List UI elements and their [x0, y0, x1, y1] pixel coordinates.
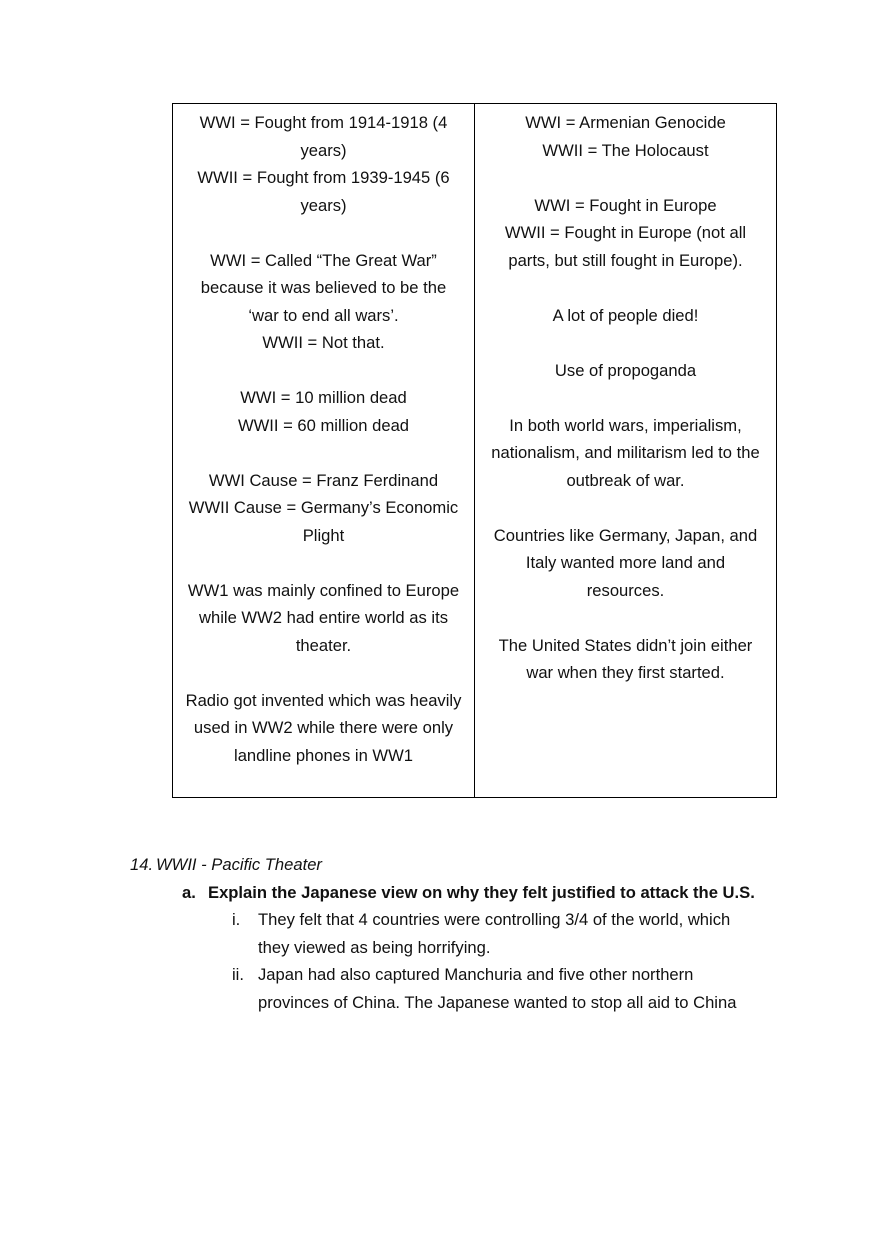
question-text: Explain the Japanese view on why they felt justified to attack the U.S.	[208, 882, 755, 902]
answer-line: provinces of China. The Japanese wanted to stop all aid to China	[258, 992, 737, 1012]
answer-marker: ii.	[232, 965, 244, 984]
table-spacer	[481, 274, 770, 302]
table-line: war when they first started.	[526, 663, 725, 682]
answer-item	[232, 906, 830, 961]
table-spacer	[481, 384, 770, 412]
answer-text	[258, 906, 730, 961]
table-line: WWI = Called “The Great War”	[210, 250, 437, 270]
table-line: years)	[300, 140, 347, 160]
table-spacer	[177, 357, 470, 385]
table-line: The United States didn’t join either	[498, 635, 753, 655]
comparison-table	[172, 103, 777, 798]
table-spacer	[481, 164, 770, 192]
answer-line: They felt that 4 countries were controlling 3/4 of the world, which	[258, 910, 731, 929]
table-line: because it was believed to be the	[200, 278, 447, 297]
table-line: WWI = Fought in Europe	[534, 195, 717, 215]
table-line: Italy wanted more land and	[525, 553, 726, 572]
table-line: WWII = Fought in Europe (not all	[504, 223, 747, 242]
table-column-right	[475, 104, 776, 797]
table-line: WWII Cause = Germany’s Economic	[188, 498, 459, 517]
table-line: nationalism, and militarism led to the	[491, 443, 760, 462]
answer-line: they viewed as being horrifying.	[258, 937, 491, 957]
table-line: WWII = 60 million dead	[237, 415, 410, 435]
table-line: WWI Cause = Franz Ferdinand	[208, 470, 439, 490]
table-line: ‘war to end all wars’.	[248, 305, 399, 325]
table-line: parts, but still fought in Europe).	[508, 250, 743, 270]
section-number: 14.	[130, 855, 154, 874]
table-line: outbreak of war.	[566, 470, 685, 490]
answer-text	[258, 961, 736, 1016]
answer-marker: i.	[232, 910, 241, 929]
question-marker: a.	[182, 882, 196, 902]
table-line: Countries like Germany, Japan, and	[493, 525, 758, 545]
table-line: theater.	[295, 635, 352, 655]
table-line: Use of propoganda	[554, 360, 697, 380]
table-line: WW1 was mainly confined to Europe	[187, 580, 460, 600]
table-spacer	[177, 659, 470, 687]
table-line: A lot of people died!	[552, 305, 699, 325]
table-spacer	[481, 494, 770, 522]
table-line: landline phones in WW1	[234, 745, 413, 765]
table-line: WWI = Armenian Genocide	[525, 113, 726, 132]
table-line: while WW2 had entire world as its	[199, 608, 448, 627]
answer-item	[232, 961, 830, 1016]
table-line: Radio got invented which was heavily	[185, 690, 462, 710]
section-title: WWII - Pacific Theater	[156, 855, 322, 874]
table-spacer	[177, 219, 470, 247]
table-line: WWII = Fought from 1939-1945 (6	[197, 168, 450, 187]
table-line: WWI = Fought from 1914-1918 (4	[199, 113, 448, 132]
table-spacer	[481, 329, 770, 357]
table-spacer	[177, 549, 470, 577]
table-line: WWII = The Holocaust	[542, 140, 709, 160]
table-column-left	[173, 104, 475, 797]
table-line: WWI = 10 million dead	[240, 388, 407, 407]
question	[182, 879, 830, 907]
table-line: resources.	[586, 580, 665, 600]
table-line: years)	[300, 195, 347, 215]
table-spacer	[481, 604, 770, 632]
table-spacer	[177, 439, 470, 467]
answer-line: Japan had also captured Manchuria and five other northern	[258, 965, 694, 984]
table-line: Plight	[302, 525, 345, 545]
question-section	[130, 851, 830, 1016]
section-heading	[130, 851, 830, 879]
table-line: used in WW2 while there were only	[193, 718, 454, 737]
table-line: WWII = Not that.	[262, 333, 385, 352]
table-line: In both world wars, imperialism,	[509, 415, 742, 435]
